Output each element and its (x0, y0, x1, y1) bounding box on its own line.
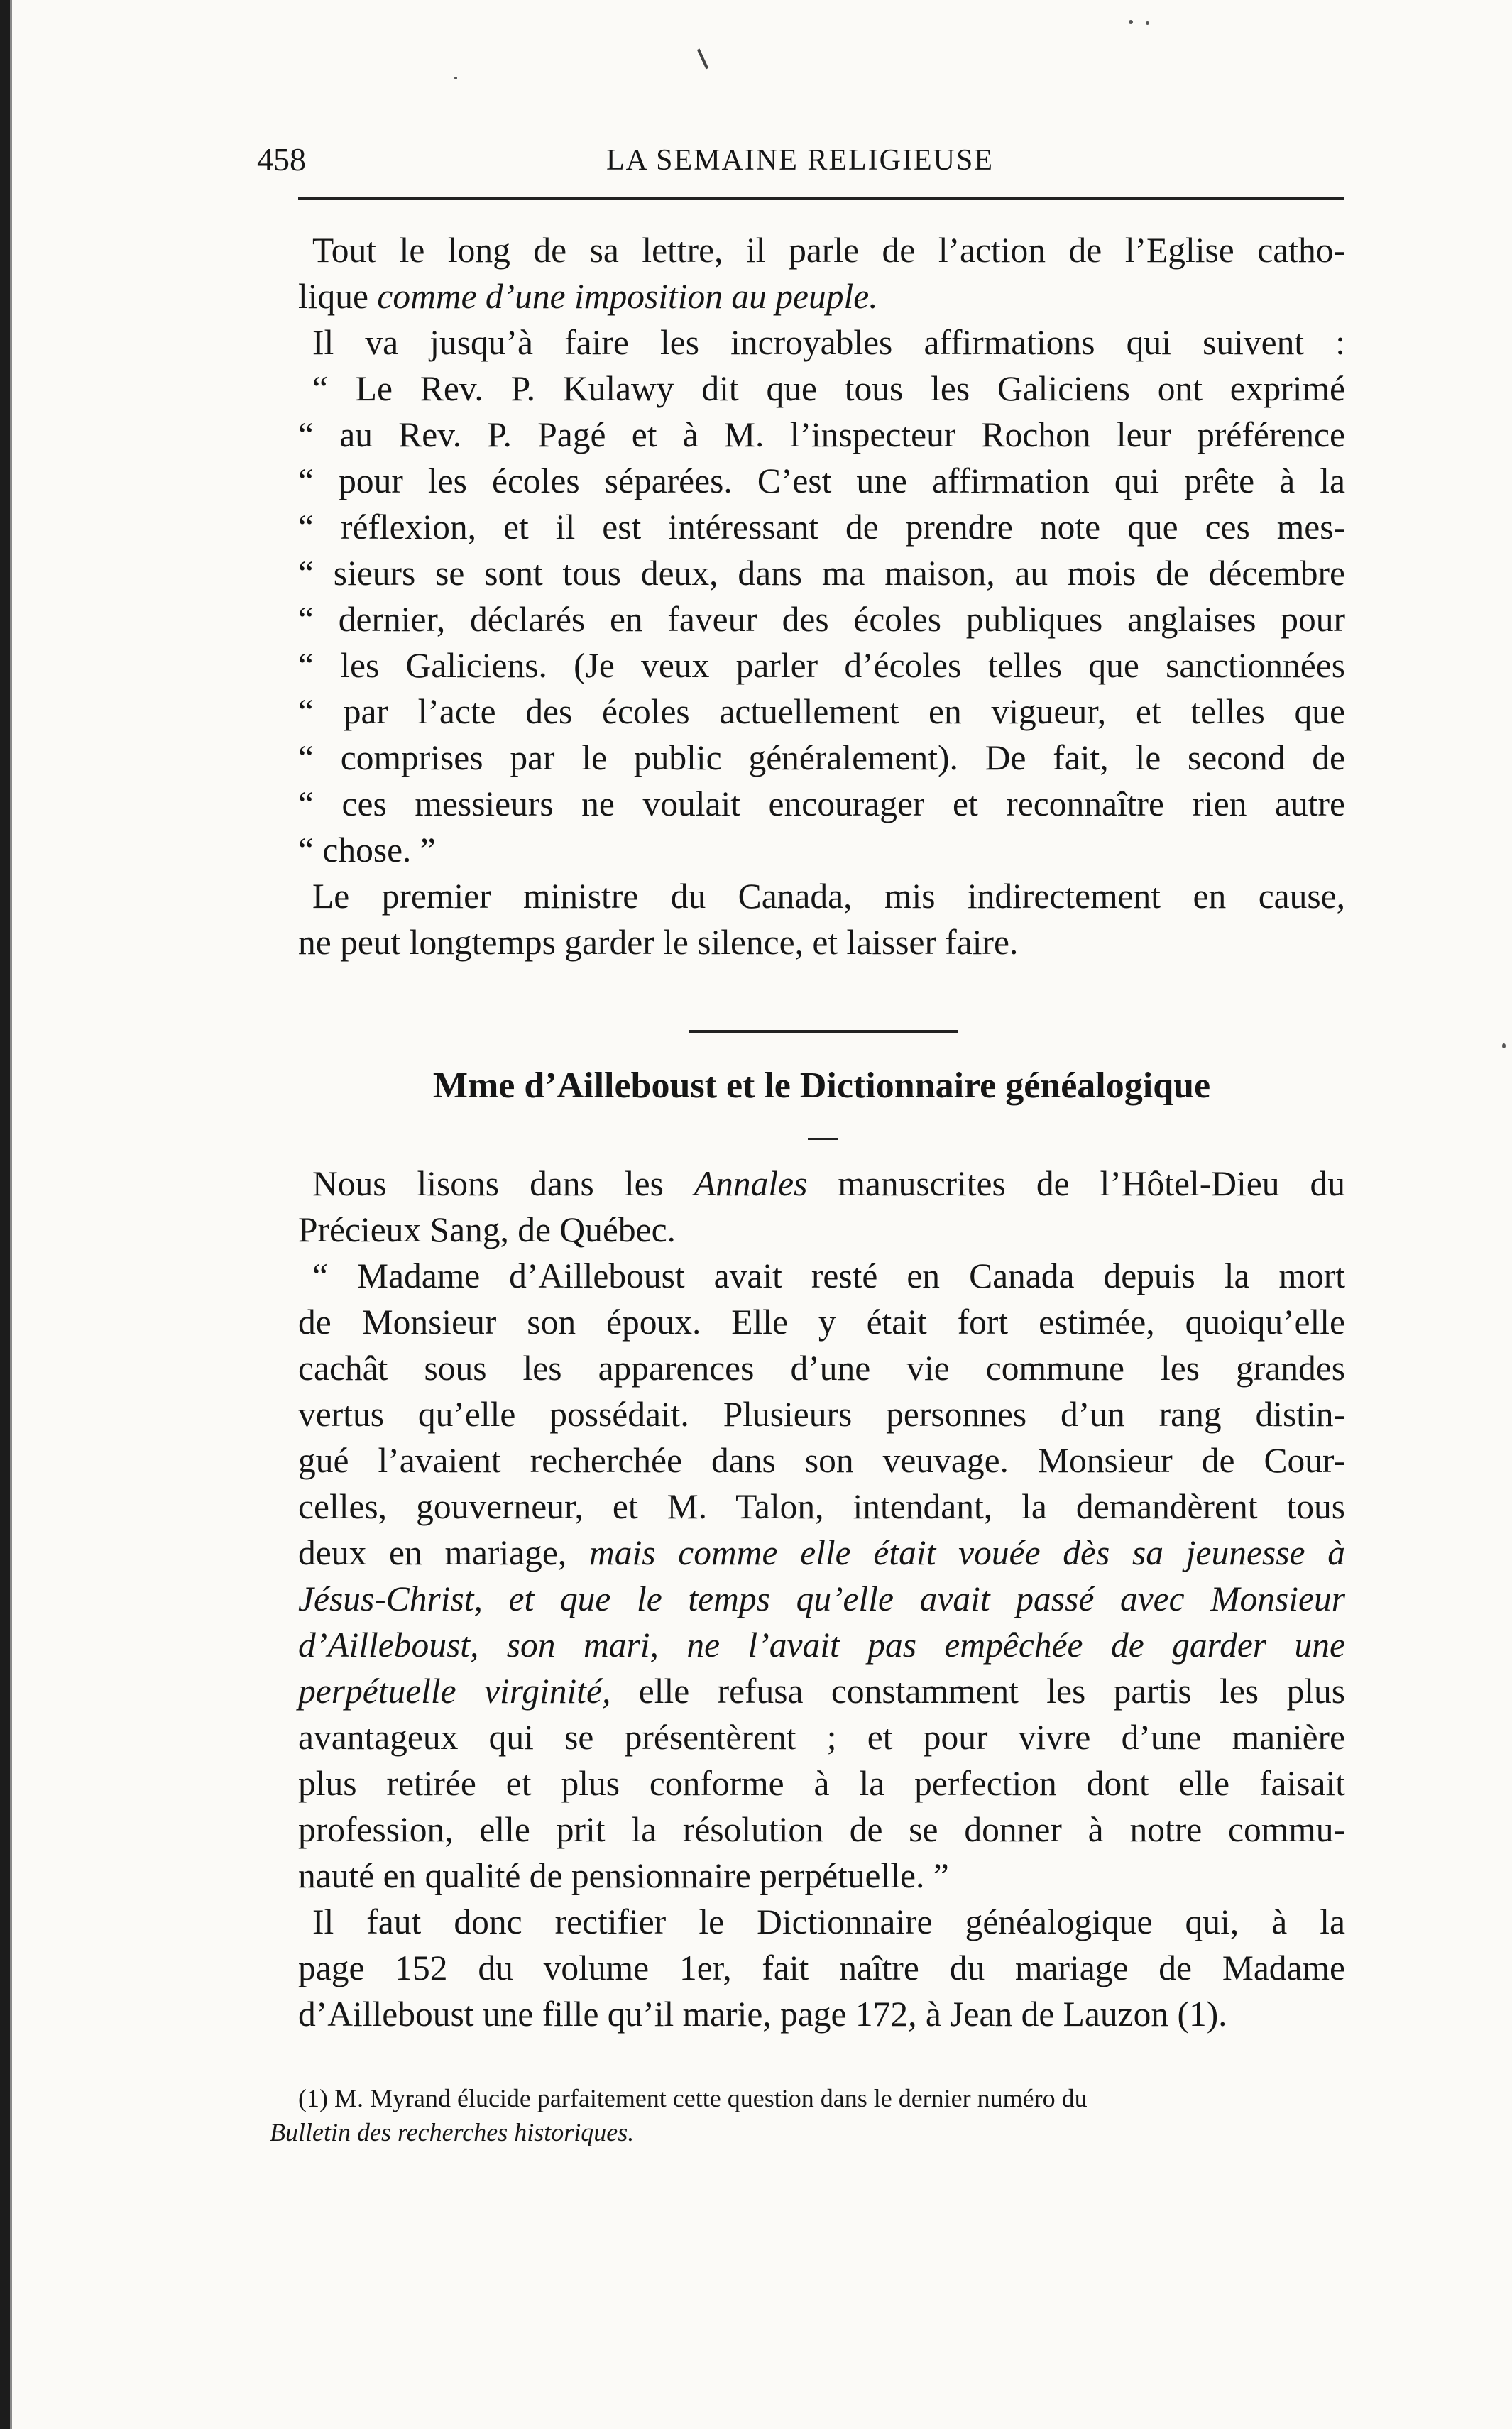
quote-line: “ les Galiciens. (Je veux parler d’écoles telles que sanctionnées (298, 646, 1345, 685)
article-body (298, 1161, 1345, 2037)
text-line: vertus qu’elle possédait. Plusieurs personnes d’un rang distin- (298, 1395, 1345, 1434)
italic-phrase: d’Ailleboust, son mari, ne l’avait pas empêchée de garder une (298, 1625, 1345, 1665)
text-line: gué l’avaient recherchée dans son veuvage. Monsieur de Cour- (298, 1441, 1345, 1480)
text-line: plus retirée et plus conforme à la perfection dont elle faisait (298, 1764, 1345, 1803)
text-line: Il va jusqu’à faire les incroyables affirmations qui suivent : (312, 323, 1345, 362)
text-line: celles, gouverneur, et M. Talon, intendant, la demandèrent tous (298, 1487, 1345, 1526)
quote-line: “ dernier, déclarés en faveur des écoles publiques anglaises pour (298, 600, 1345, 639)
text-line: deux en mariage, mais comme elle était vouée dès sa jeunesse à (298, 1533, 1345, 1572)
text-line: avantageux qui se présentèrent ; et pour vivre d’une manière (298, 1718, 1345, 1757)
text-line: Tout le long de sa lettre, il parle de l’action de l’Eglise catho- (312, 231, 1345, 270)
letter-commentary (298, 227, 1345, 965)
italic-phrase: mais comme elle était vouée dès sa jeunesse à (588, 1533, 1345, 1572)
italic-phrase: Jésus-Christ, et que le temps qu’elle avait passé avec Monsieur (298, 1579, 1345, 1618)
quote-line: “ chose. ” (298, 830, 436, 870)
text-line: de Monsieur son époux. Elle y était fort estimée, quoiqu’elle (298, 1303, 1345, 1342)
text-line: Nous lisons dans les Annales manuscrites de l’Hôtel-Dieu du (312, 1164, 1345, 1203)
quote-line: “ réflexion, et il est intéressant de prendre note que ces mes- (298, 508, 1345, 547)
quote-line: “ Le Rev. P. Kulawy dit que tous les Galiciens ont exprimé (312, 369, 1345, 408)
text-line: “ Madame d’Ailleboust avait resté en Canada depuis la mort (312, 1256, 1345, 1295)
text-line (298, 1576, 1345, 1622)
running-title: LA SEMAINE RELIGIEUSE (606, 144, 994, 177)
text-line: Précieux Sang, de Québec. (298, 1210, 676, 1249)
text-line: Il faut donc rectifier le Dictionnaire généalogique qui, à la (312, 1902, 1345, 1941)
text-line: page 152 du volume 1er, fait naître du mariage de Madame (298, 1948, 1345, 1987)
quote-line: “ au Rev. P. Pagé et à M. l’inspecteur Rochon leur préférence (298, 415, 1345, 454)
quote-line: “ comprises par le public généralement). De fait, le second de (298, 738, 1345, 777)
quote-line: “ sieurs se sont tous deux, dans ma maison, au mois de décembre (298, 554, 1345, 593)
text-line: ne peut longtemps garder le silence, et laisser faire. (298, 923, 1019, 962)
running-head (257, 141, 1343, 183)
italic-phrase: comme d’une imposition au peuple. (377, 277, 878, 316)
quote-line: “ par l’acte des écoles actuellement en vigueur, et telles que (298, 692, 1345, 731)
quote-line: “ ces messieurs ne voulait encourager et reconnaître rien autre (298, 784, 1345, 823)
footnote-citation: Bulletin des recherches historiques. (270, 2118, 635, 2146)
footnote (270, 2081, 1342, 2149)
scan-binding-edge (0, 0, 14, 2429)
text-line (298, 1622, 1345, 1668)
scan-mark (697, 49, 708, 70)
text-line: perpétuelle virginité, elle refusa constamment les partis les plus (298, 1672, 1345, 1711)
text-line: cachât sous les apparences d’une vie commune les grandes (298, 1349, 1345, 1388)
scan-speck (1146, 21, 1149, 25)
italic-title: Annales (694, 1164, 808, 1203)
text-line: Le premier ministre du Canada, mis indirectement en cause, (312, 877, 1345, 916)
section-divider (689, 1030, 958, 1033)
scan-speck (454, 77, 457, 79)
scan-speck (1502, 1043, 1506, 1048)
title-dash (808, 1138, 838, 1140)
header-rule (298, 197, 1344, 200)
scan-speck (1129, 20, 1133, 24)
text-line: profession, elle prit la résolution de se donner à notre commu- (298, 1810, 1345, 1849)
text-line: nauté en qualité de pensionnaire perpétuelle. ” (298, 1856, 949, 1895)
footnote-line: (1) M. Myrand élucide parfaitement cette question dans le dernier numéro du (298, 2084, 1088, 2112)
quote-line: “ pour les écoles séparées. C’est une affirmation qui prête à la (298, 461, 1345, 500)
footnote-line (270, 2115, 1342, 2149)
page-number: 458 (257, 141, 306, 177)
section-title: Mme d’Ailleboust et le Dictionnaire généalogique (432, 1065, 1211, 1106)
text-line: d’Ailleboust une fille qu’il marie, page 172, à Jean de Lauzon (1). (298, 1995, 1227, 2034)
text-line: lique comme d’une imposition au peuple. (298, 277, 878, 316)
italic-phrase: perpétuelle virginité, (298, 1672, 611, 1711)
